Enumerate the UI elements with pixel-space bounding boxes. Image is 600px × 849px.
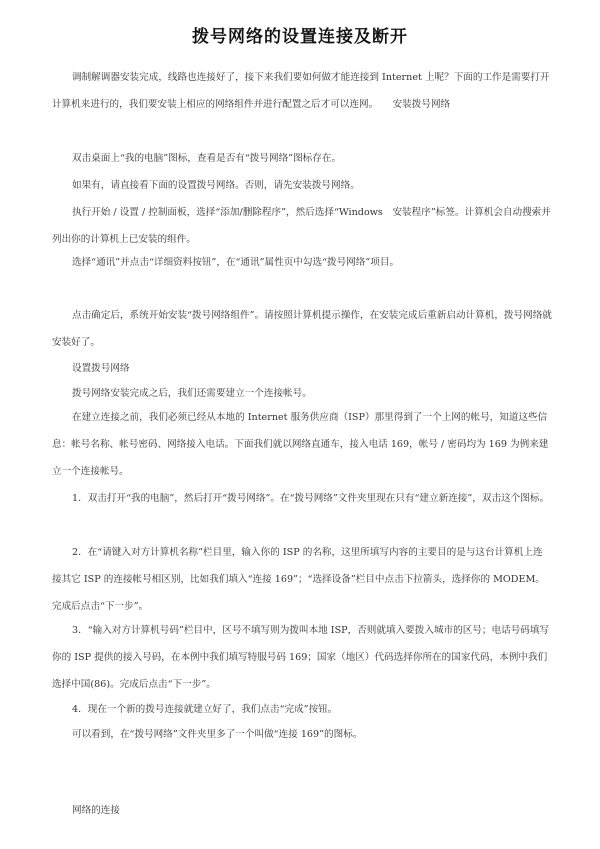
paragraph-if-exists: 如果有，请直接看下面的设置拨号网络。否则，请先安装拨号网络。 <box>72 180 360 191</box>
paragraph-intro: 调制解调器安装完成，线路也连接好了，接下来我们要如何做才能连接到 Internet 上呢？下面的工作是需要打开计算机来进行的，我们要安装上相应的网络组件并进行配置之后才可以连网。 安装拨号网络 <box>52 72 550 110</box>
section-heading-connect: 网络的连接 <box>72 805 120 816</box>
step-1: 1．双击打开“我的电脑”，然后打开“拨号网络”。在“拨号网络”文件夹里现在只有“建立新连接”，双击这个图标。 <box>72 493 550 504</box>
paragraph-select-comm: 选择“通讯”并点击“详细资料按钮”，在“通讯”属性页中勾选“拨号网络”项目。 <box>72 257 400 268</box>
paragraph-install-complete: 点击确定后，系统开始安装“拨号网络组件”。请按照计算机提示操作，在安装完成后重新启动计算机，拨号网络就安装好了。 <box>52 310 552 348</box>
step-4: 4．现在一个新的拨号连接就建立好了，我们点击“完成”按钮。 <box>72 704 338 715</box>
document-title: 拨号网络的设置连接及断开 <box>192 27 408 47</box>
paragraph-result: 可以看到，在“拨号网络”文件夹里多了一个叫做“连接 169”的图标。 <box>72 729 363 740</box>
section-heading-setup: 设置拨号网络 <box>72 363 130 374</box>
paragraph-isp-info: 在建立连接之前，我们必须已经从本地的 Internet 服务供应商（ISP）那里得到了一个上网的帐号，知道这些信息：帐号名称、帐号密码、网络接入电话。下面我们就以网络直通车，接入电话 169，帐号 / 密码均为 169 为例来建立一个连接帐号。 <box>52 412 549 477</box>
step-3: 3．“输入对方计算机号码”栏目中，区号不填写则为拨叫本地 ISP，否则就填入要拨入城市的区号；电话号码填写你的 ISP 提供的接入号码，在本例中我们填写特服号码 169；国家（地区）代码选择你所在的国家代码，本例中我们选择中国(86)。完成后点击“下一步”。 <box>52 625 550 690</box>
paragraph-create-account: 拨号网络安装完成之后，我们还需要建立一个连接帐号。 <box>72 388 312 399</box>
step-2: 2．在“请键入对方计算机名称”栏目里，输入你的 ISP 的名称，这里所填写内容的主要目的是与这台计算机上连接其它 ISP 的连接帐号相区别，比如我们填入“连接 169”；“选择设备”栏目中点击下拉箭头，选择你的 MODEM。完成后点击“下一步”。 <box>52 547 545 612</box>
paragraph-check-icon: 双击桌面上“我的电脑”图标，查看是否有“拨号网络”图标存在。 <box>72 153 342 164</box>
paragraph-control-panel: 执行开始 / 设置 / 控制面板，选择“添加/删除程序”，然后选择“Windows 安装程序”标签。计算机会自动搜索并列出你的计算机上已安装的组件。 <box>52 207 551 245</box>
